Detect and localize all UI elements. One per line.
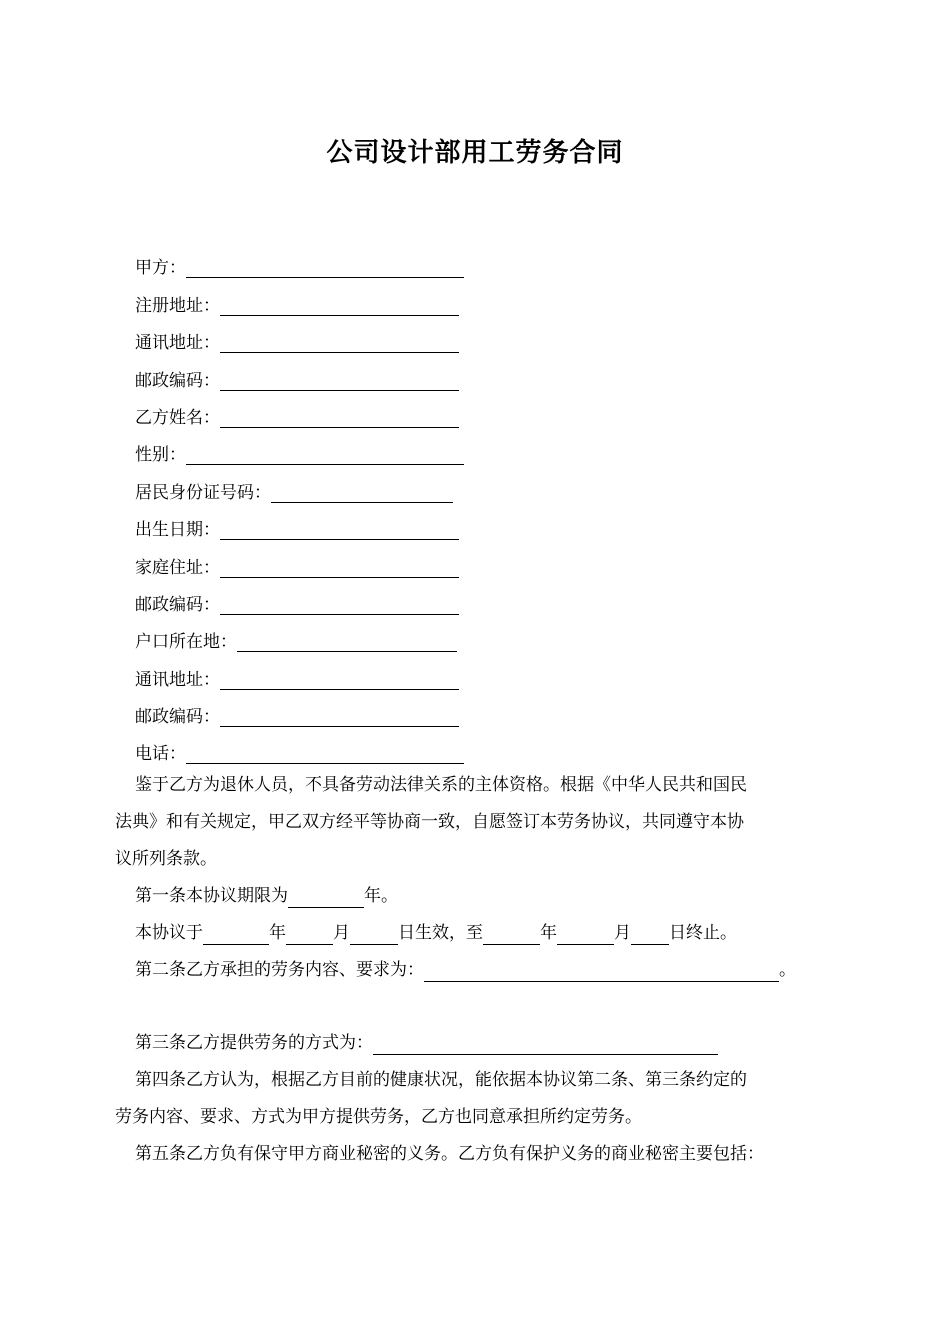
fill-in-blank[interactable] — [373, 1032, 718, 1055]
field-label: 邮政编码： — [135, 707, 220, 728]
intro-paragraph-line-1: 鉴于乙方为退休人员，不具备劳动法律关系的主体资格。根据《中华人民共和国民 — [135, 775, 747, 795]
intro-paragraph-line-3: 议所列条款。 — [115, 849, 217, 869]
field-postal-code-2 — [135, 583, 464, 620]
field-gender — [135, 433, 464, 470]
field-household-registration — [135, 620, 464, 657]
field-label: 邮政编码： — [135, 594, 220, 615]
article-4-line-2: 劳务内容、要求、方式为甲方提供劳务，乙方也同意承担所约定劳务。 — [115, 1107, 642, 1127]
article-2 — [115, 952, 855, 989]
fill-in-blank[interactable] — [271, 480, 453, 503]
field-home-address — [135, 545, 464, 582]
fill-in-blank[interactable] — [220, 405, 459, 428]
article-2-prefix: 第二条乙方承担的劳务内容、要求为： — [135, 960, 424, 980]
field-label: 出生日期： — [135, 520, 220, 541]
article-2-suffix: 。 — [779, 960, 796, 980]
field-label: 电话： — [135, 744, 186, 765]
field-mailing-address-2 — [135, 657, 464, 694]
fill-in-blank[interactable] — [186, 442, 464, 465]
fill-in-blank[interactable] — [220, 330, 459, 353]
article-1 — [115, 878, 855, 915]
field-id-number — [135, 470, 464, 507]
field-registered-address — [135, 283, 464, 320]
fill-in-blank[interactable] — [237, 629, 457, 652]
article-1-suffix: 年。 — [364, 886, 398, 906]
fill-in-blank[interactable] — [288, 885, 364, 908]
document-title: 公司设计部用工劳务合同 — [326, 138, 624, 168]
fill-in-blank[interactable] — [186, 255, 464, 278]
field-postal-code — [135, 358, 464, 395]
term-prefix: 本协议于 — [135, 923, 203, 943]
field-label: 居民身份证号码： — [135, 482, 271, 503]
spacer — [115, 989, 855, 1025]
field-birth-date — [135, 508, 464, 545]
contract-body — [115, 767, 855, 1173]
field-label: 通讯地址： — [135, 333, 220, 354]
fill-in-blank[interactable] — [220, 293, 459, 316]
field-mailing-address — [135, 321, 464, 358]
term-day-2: 日终止。 — [669, 923, 737, 943]
article-3-prefix: 第三条乙方提供劳务的方式为： — [135, 1033, 373, 1053]
article-3 — [115, 1025, 855, 1062]
field-label: 通讯地址： — [135, 669, 220, 690]
fill-in-blank[interactable] — [631, 922, 669, 945]
fill-in-blank[interactable] — [220, 517, 459, 540]
fill-in-blank[interactable] — [186, 741, 464, 764]
fill-in-blank[interactable] — [286, 922, 333, 945]
article-5-line-1: 第五条乙方负有保守甲方商业秘密的义务。乙方负有保护义务的商业秘密主要包括： — [135, 1144, 764, 1164]
field-party-a — [135, 246, 464, 283]
term-day-1: 日生效，至 — [398, 923, 483, 943]
fill-in-blank[interactable] — [220, 555, 459, 578]
fill-in-blank[interactable] — [557, 922, 614, 945]
field-phone — [135, 732, 464, 769]
field-label: 性别： — [135, 445, 186, 466]
term-month-2: 月 — [614, 923, 631, 943]
fill-in-blank[interactable] — [220, 704, 459, 727]
fill-in-blank[interactable] — [203, 922, 269, 945]
field-label: 乙方姓名： — [135, 407, 220, 428]
term-line — [115, 915, 855, 952]
field-label: 甲方： — [135, 258, 186, 279]
party-info-fields — [135, 246, 464, 769]
field-label: 注册地址： — [135, 295, 220, 316]
fill-in-blank[interactable] — [483, 922, 540, 945]
field-label: 家庭住址： — [135, 557, 220, 578]
field-label: 邮政编码： — [135, 370, 220, 391]
article-4-line-1: 第四条乙方认为，根据乙方目前的健康状况，能依据本协议第二条、第三条约定的 — [135, 1070, 747, 1090]
fill-in-blank[interactable] — [220, 368, 459, 391]
term-year-1: 年 — [269, 923, 286, 943]
fill-in-blank[interactable] — [424, 959, 779, 982]
article-1-prefix: 第一条本协议期限为 — [135, 886, 288, 906]
term-month-1: 月 — [333, 923, 350, 943]
fill-in-blank[interactable] — [220, 592, 459, 615]
fill-in-blank[interactable] — [350, 922, 398, 945]
term-year-2: 年 — [540, 923, 557, 943]
field-postal-code-3 — [135, 695, 464, 732]
fill-in-blank[interactable] — [220, 667, 459, 690]
field-label: 户口所在地： — [135, 632, 237, 653]
intro-paragraph-line-2: 法典》和有关规定，甲乙双方经平等协商一致，自愿签订本劳务协议，共同遵守本协 — [115, 812, 744, 832]
field-party-b-name — [135, 396, 464, 433]
